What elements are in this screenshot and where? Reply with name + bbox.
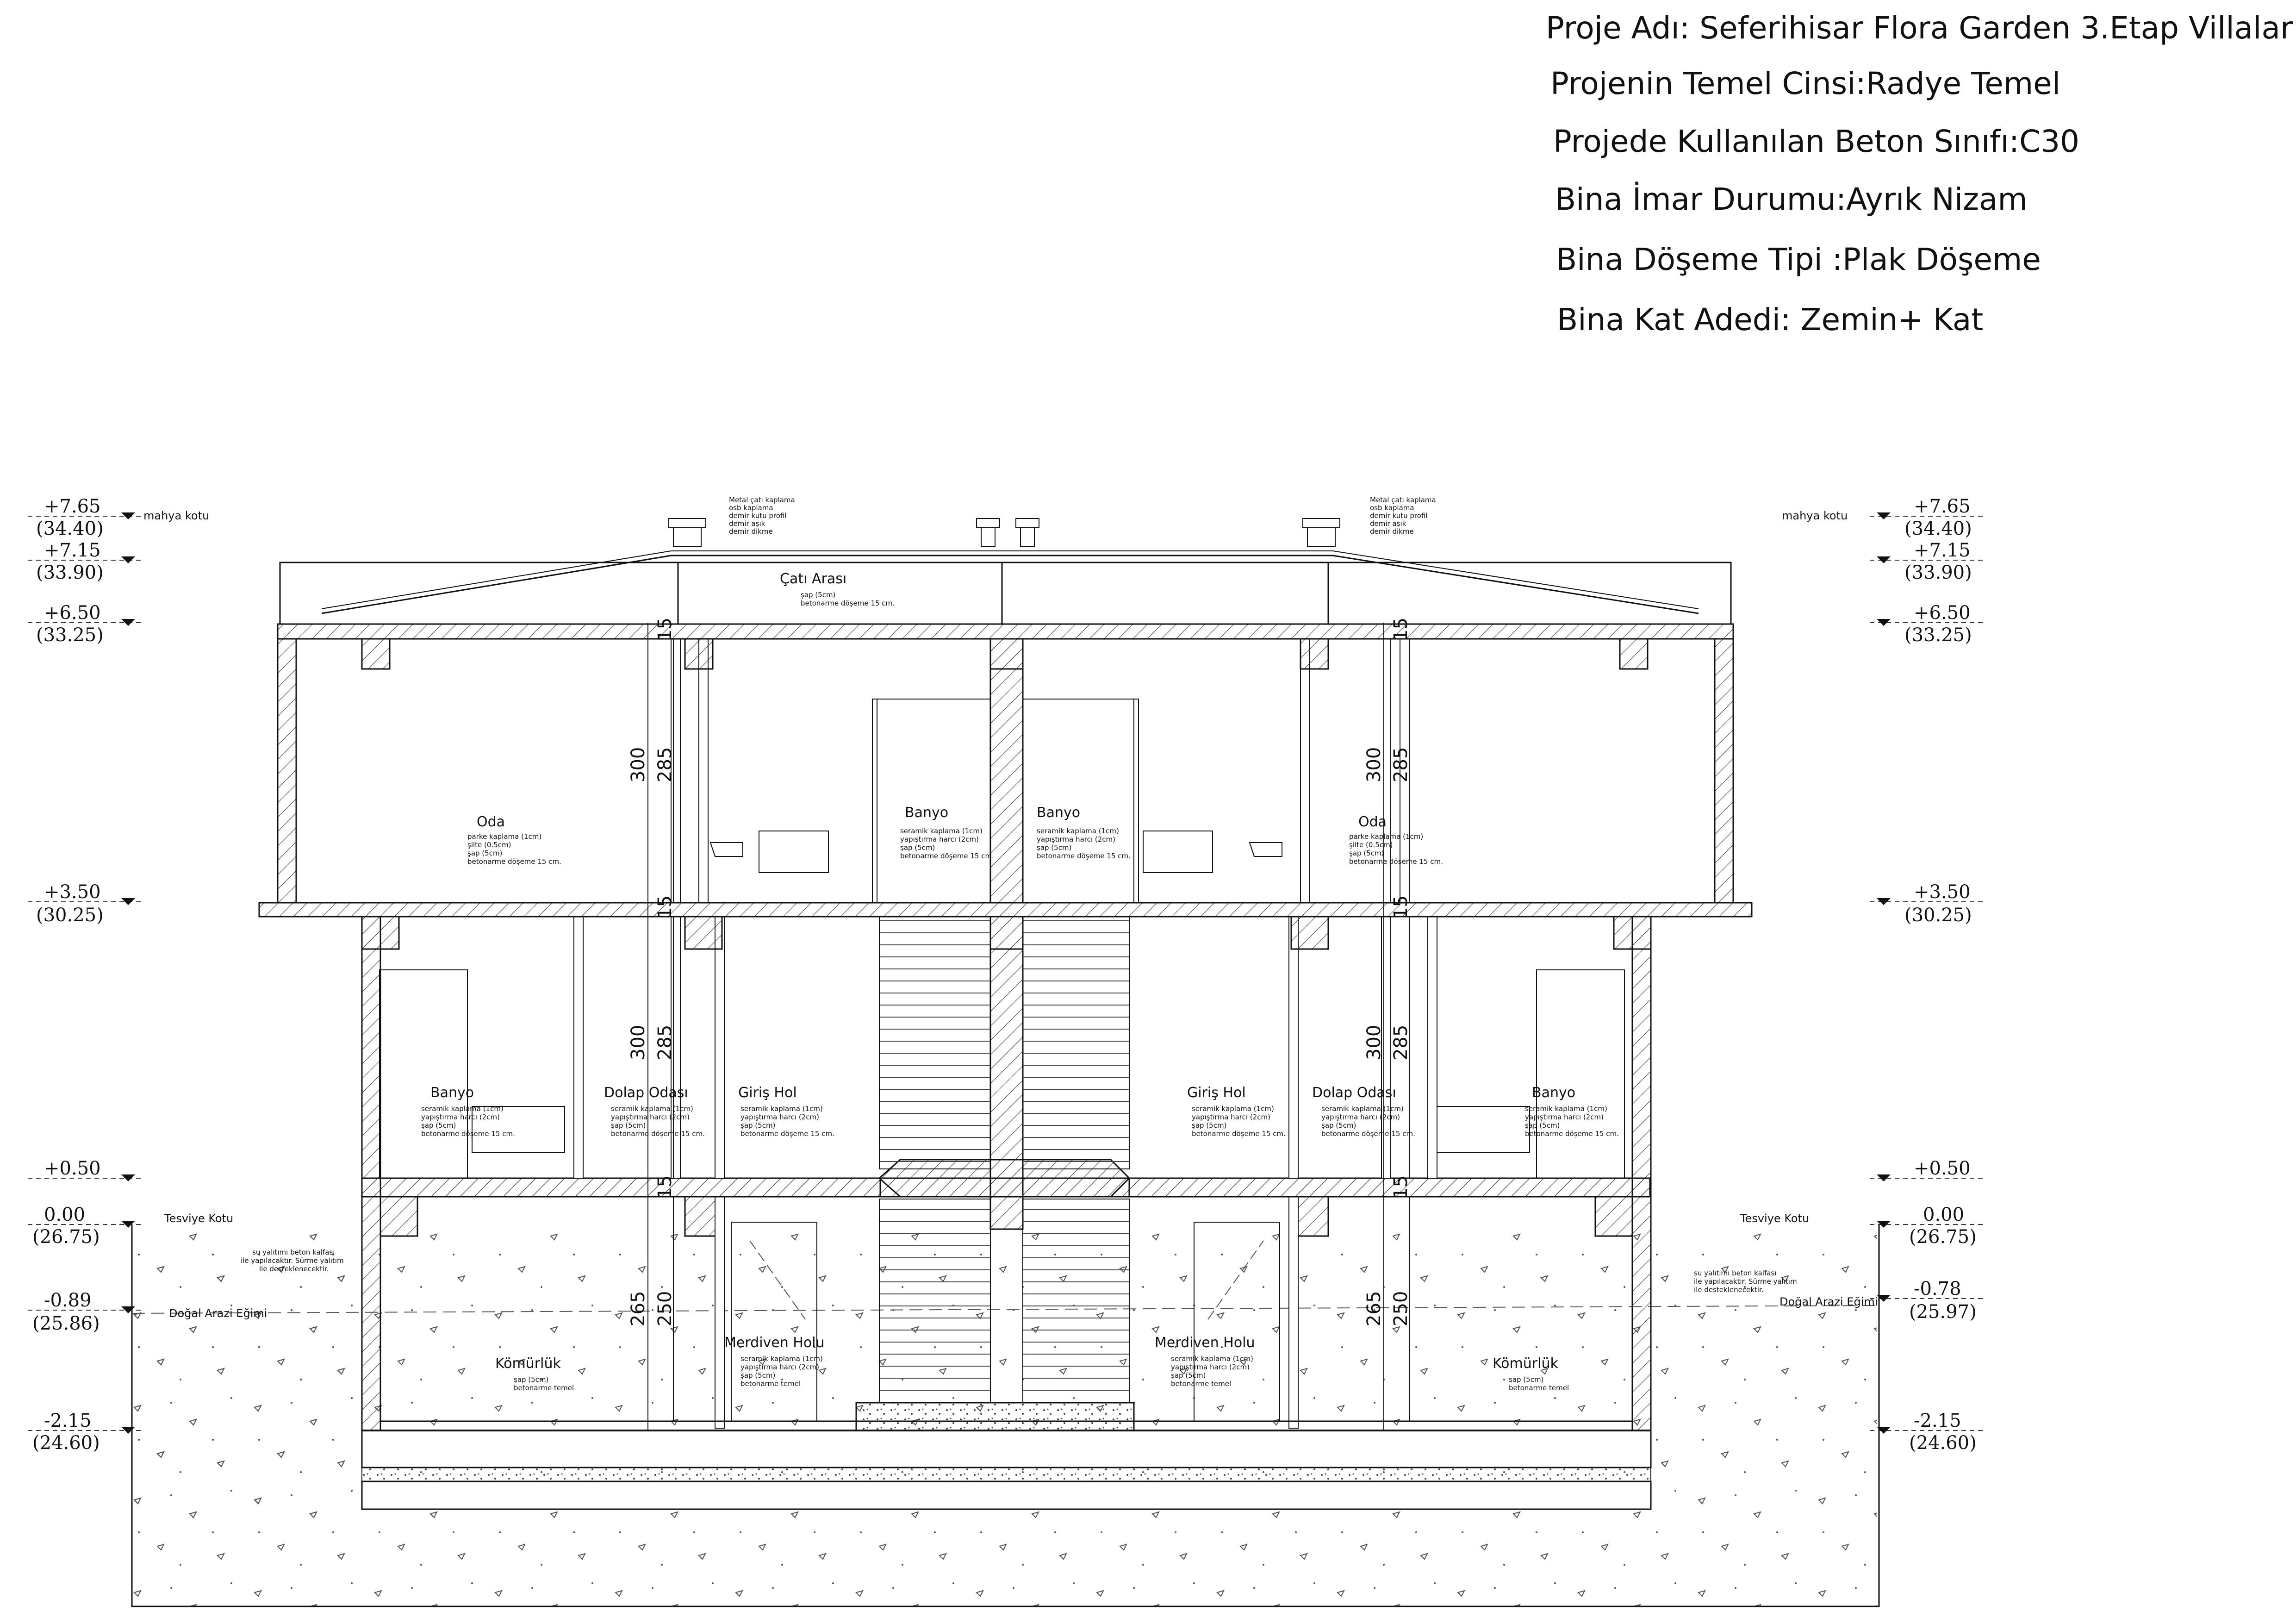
dim-upper-285-left: 285: [654, 747, 676, 782]
note-line: su yalıtımı beton kalfası: [252, 1248, 335, 1256]
zoning-status: Bina İmar Durumu:Ayrık Nizam: [1555, 181, 2028, 217]
note-line: seramik kaplama (1cm): [611, 1105, 693, 1113]
left-level-rel-715: +7.15: [44, 540, 101, 561]
right-grading-label: Tesviye Kotu: [1740, 1212, 1810, 1225]
note-line: demir aşık: [729, 519, 765, 528]
note-line: seramik kaplama (1cm): [900, 827, 983, 835]
right-level-rel-050: +0.50: [1914, 1158, 1971, 1179]
note-line: yapıştırma harcı (2cm): [611, 1113, 690, 1121]
room-label-dolap-left: Dolap Odası: [604, 1085, 688, 1101]
right-level-rel-078: -0.78: [1914, 1278, 1961, 1299]
note-line: Metal çatı kaplama: [1370, 496, 1436, 504]
dim-middle-300-right: 300: [1363, 1024, 1385, 1060]
left-level-rel-050: +0.50: [44, 1158, 101, 1179]
note-line: betonarme temel: [1509, 1384, 1569, 1392]
note-line: betonarme döşeme 15 cm.: [740, 1130, 834, 1138]
left-level-abs-2675: (26.75): [32, 1226, 100, 1248]
room-label-merdiven-right: Merdiven Holu: [1155, 1335, 1255, 1351]
note-line: yapıştırma harcı (2cm): [1037, 835, 1115, 843]
dim-upper-300-left: 300: [628, 747, 649, 782]
note-line: şap (5cm): [900, 843, 935, 852]
note-line: betonarme döşeme 15 cm.: [1349, 857, 1443, 866]
right-level-abs-2597: (25.97): [1909, 1301, 1977, 1323]
note-line: yapıştırma harcı (2cm): [1171, 1363, 1250, 1371]
left-level-rel-350: +3.50: [44, 881, 101, 903]
note-line: betonarme döşeme 15 cm.: [1037, 852, 1131, 860]
note-line: seramik kaplama (1cm): [1171, 1355, 1253, 1363]
room-label-komurluk-left: Kömürlük: [495, 1355, 561, 1372]
left-level-rel-215: -2.15: [44, 1410, 92, 1431]
right-level-abs-3440: (34.40): [1904, 518, 1972, 539]
note-line: şap (5cm): [1525, 1121, 1560, 1130]
room-label-dolap-right: Dolap Odası: [1312, 1085, 1396, 1101]
room-label-oda-left: Oda: [477, 814, 505, 830]
left-level-abs-3325: (33.25): [36, 625, 104, 646]
note-line: demir aşık: [1370, 519, 1406, 528]
dim-middle-15-left: 15: [654, 895, 676, 919]
left-level-abs-2460: (24.60): [32, 1432, 100, 1454]
left-level-rel-650: +6.50: [44, 602, 101, 624]
note-line: yapıştırma harcı (2cm): [740, 1363, 819, 1371]
note-line: şilte (0.5cm): [1349, 841, 1393, 849]
room-label-merdiven-left: Merdiven Holu: [724, 1335, 825, 1351]
first-floor-slab: [259, 903, 1752, 949]
dim-upper-15-right: 15: [1390, 618, 1412, 641]
note-line: betonarme temel: [740, 1380, 801, 1388]
note-line: seramik kaplama (1cm): [421, 1105, 504, 1113]
note-line: yapıştırma harcı (2cm): [900, 835, 979, 843]
note-line: yapıştırma harcı (2cm): [1192, 1113, 1270, 1121]
dim-lower-15-right: 15: [1390, 1175, 1412, 1199]
room-label-banyo-mid-left: Banyo: [430, 1085, 474, 1101]
note-line: demir dikme: [1370, 527, 1414, 536]
dim-lower-15-left: 15: [654, 1175, 676, 1199]
roof-note-left: [729, 496, 795, 536]
room-label-komurluk-right: Kömürlük: [1493, 1355, 1558, 1372]
left-level-rel-000: 0.00: [44, 1204, 86, 1225]
note-line: şap (5cm): [740, 1371, 776, 1380]
note-line: betonarme döşeme 15 cm.: [900, 852, 994, 860]
note-line: yapıştırma harcı (2cm): [421, 1113, 500, 1121]
right-level-rel-650: +6.50: [1914, 602, 1971, 624]
note-line: seramik kaplama (1cm): [1037, 827, 1119, 835]
note-line: betonarme döşeme 15 cm.: [1525, 1130, 1619, 1138]
dim-middle-300-left: 300: [628, 1024, 649, 1060]
dim-middle-285-left: 285: [654, 1024, 676, 1060]
note-line: betonarme döşeme 15 cm.: [1192, 1130, 1286, 1138]
right-ridge-label: mahya kotu: [1782, 509, 1848, 522]
note-line: demir dikme: [729, 527, 773, 536]
room-label-banyo-upper-left: Banyo: [905, 805, 949, 821]
note-line: seramik kaplama (1cm): [740, 1355, 823, 1363]
left-ridge-label: mahya kotu: [143, 509, 210, 522]
note-line: parke kaplama (1cm): [1349, 832, 1424, 841]
dim-lower-265-left: 265: [628, 1291, 649, 1326]
room-label-cati-arasi: Çatı Arası: [780, 571, 847, 587]
roof-slab: [278, 624, 1733, 669]
note-line: betonarme temel: [1171, 1380, 1232, 1388]
note-line: betonarme döşeme 15 cm.: [801, 599, 895, 607]
cati-note: [801, 591, 895, 607]
roof-note-right: [1370, 496, 1436, 536]
dim-lower-250-right: 250: [1390, 1291, 1412, 1326]
note-line: seramik kaplama (1cm): [1525, 1105, 1607, 1113]
note-line: şap (5cm): [1509, 1375, 1544, 1384]
note-line: parke kaplama (1cm): [467, 832, 542, 841]
left-level-abs-3025: (30.25): [36, 905, 104, 926]
right-level-abs-3390: (33.90): [1904, 562, 1972, 583]
banyo-upper-right-note: [1037, 827, 1131, 860]
note-line: şap (5cm): [467, 849, 503, 857]
room-label-banyo-upper-right: Banyo: [1037, 805, 1081, 821]
note-line: betonarme döşeme 15 cm.: [421, 1130, 515, 1138]
note-line: yapıştırma harcı (2cm): [1525, 1113, 1604, 1121]
dim-lower-250-left: 250: [654, 1291, 676, 1326]
dim-upper-15-left: 15: [654, 618, 676, 641]
note-line: seramik kaplama (1cm): [1321, 1105, 1404, 1113]
note-line: ile desteklenecektir.: [259, 1265, 329, 1273]
dim-upper-300-right: 300: [1363, 747, 1385, 782]
foundation-type: Projenin Temel Cinsi:Radye Temel: [1550, 66, 2061, 101]
note-line: osb kaplama: [1370, 504, 1414, 512]
note-line: betonarme döşeme 15 cm.: [611, 1130, 705, 1138]
dim-upper-285-right: 285: [1390, 747, 1412, 782]
left-level-abs-3440: (34.40): [36, 518, 104, 539]
note-line: ile yapılacaktır. Sürme yalıtım: [1694, 1277, 1797, 1286]
note-line: ile desteklenecektir.: [1694, 1286, 1764, 1294]
right-level-rel-215: -2.15: [1914, 1410, 1961, 1431]
right-level-rel-350: +3.50: [1914, 881, 1971, 903]
roof-structure: [280, 518, 1731, 624]
right-level-abs-3325: (33.25): [1904, 625, 1972, 646]
right-natural-slope-label: Doğal Arazi Eğimi: [1780, 1295, 1878, 1308]
room-label-banyo-mid-right: Banyo: [1532, 1085, 1576, 1101]
note-line: osb kaplama: [729, 504, 773, 512]
floor-count: Bina Kat Adedi: Zemin+ Kat: [1557, 302, 1984, 337]
dim-lower-265-right: 265: [1363, 1291, 1385, 1326]
dim-middle-285-right: 285: [1390, 1024, 1412, 1060]
note-line: şap (5cm): [1171, 1371, 1206, 1380]
note-line: şap (5cm): [611, 1121, 646, 1130]
left-level-rel-765: +7.65: [44, 496, 101, 517]
right-level-rel-765: +7.65: [1914, 496, 1971, 517]
note-line: demir kutu profil: [1370, 512, 1428, 520]
note-line: demir kutu profil: [729, 512, 787, 520]
left-grading-label: Tesviye Kotu: [164, 1212, 234, 1225]
left-natural-slope-label: Doğal Arazi Eğimi: [169, 1307, 268, 1320]
note-line: şap (5cm): [1349, 849, 1384, 857]
note-line: şap (5cm): [1192, 1121, 1227, 1130]
raft-foundation: [362, 1430, 1651, 1509]
note-line: şap (5cm): [1321, 1121, 1356, 1130]
room-label-oda-right: Oda: [1358, 814, 1387, 830]
right-level-abs-2460: (24.60): [1909, 1432, 1977, 1454]
room-label-giris-right: Giriş Hol: [1187, 1085, 1246, 1101]
middle-left-notes: [421, 1105, 834, 1138]
banyo-upper-left-note: [900, 827, 994, 860]
right-level-abs-2675: (26.75): [1909, 1226, 1977, 1248]
note-line: su yalıtımı beton kalfası: [1694, 1269, 1777, 1277]
note-line: yapıştırma harcı (2cm): [1321, 1113, 1400, 1121]
room-label-giris-left: Giriş Hol: [738, 1085, 797, 1101]
note-line: seramik kaplama (1cm): [740, 1105, 823, 1113]
note-line: şap (5cm): [801, 591, 836, 599]
concrete-class: Projede Kullanılan Beton Sınıfı:C30: [1553, 124, 2080, 159]
project-name: Proje Adı: Seferihisar Flora Garden 3.Etap Villalar: [1546, 10, 2293, 46]
note-line: yapıştırma harcı (2cm): [740, 1113, 819, 1121]
left-level-abs-3390: (33.90): [36, 562, 104, 583]
note-line: betonarme döşeme 15 cm.: [1321, 1130, 1415, 1138]
note-line: betonarme temel: [514, 1384, 574, 1392]
note-line: seramik kaplama (1cm): [1192, 1105, 1274, 1113]
note-line: şap (5cm): [740, 1121, 776, 1130]
left-level-rel-089: -0.89: [44, 1290, 92, 1311]
left-level-abs-2586: (25.86): [32, 1313, 100, 1334]
note-line: Metal çatı kaplama: [729, 496, 795, 504]
note-line: şilte (0.5cm): [467, 841, 511, 849]
middle-right-notes: [1192, 1105, 1619, 1138]
note-line: şap (5cm): [421, 1121, 456, 1130]
dim-middle-15-right: 15: [1390, 895, 1412, 919]
right-level-rel-000: 0.00: [1923, 1204, 1965, 1225]
note-line: ile yapılacaktır. Sürme yalıtım: [241, 1256, 344, 1265]
note-line: şap (5cm): [514, 1375, 549, 1384]
note-line: betonarme döşeme 15 cm.: [467, 857, 561, 866]
oda-note-left: [467, 832, 561, 866]
right-level-abs-3025: (30.25): [1904, 905, 1972, 926]
slab-type: Bina Döşeme Tipi :Plak Döşeme: [1556, 242, 2041, 277]
right-level-rel-715: +7.15: [1914, 540, 1971, 561]
note-line: şap (5cm): [1037, 843, 1072, 852]
